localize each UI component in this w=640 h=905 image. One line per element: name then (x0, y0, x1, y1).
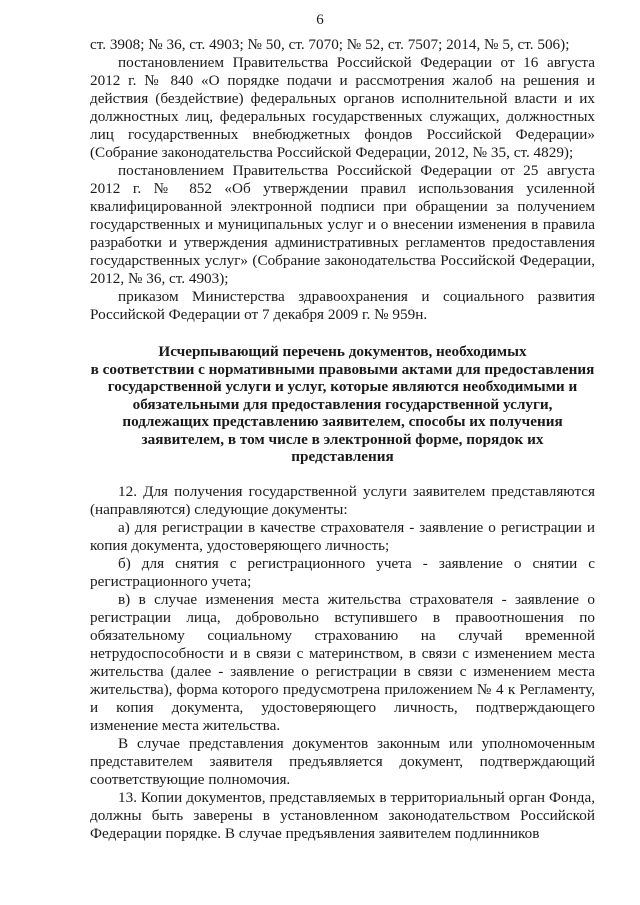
heading-line: подлежащих представлению заявителем, способы их получения (122, 413, 563, 430)
page-number: 6 (316, 12, 324, 28)
heading-line: в соответствии с нормативными правовыми актами для предоставления (90, 360, 595, 378)
heading-line: заявителем, в том числе в электронной форме, порядок их (141, 430, 544, 448)
paragraph-continuation: ст. 3908; № 36, ст. 4903; № 50, ст. 7070; № 52, ст. 7507; 2014, № 5, ст. 506); (90, 36, 570, 53)
paragraph-decree-852: постановлением Правительства Российской Федерации от 25 августа 2012 г. № 852 «Об утверждении правил использования усиленной квалифицированной электронной подписи при обращении за получением государственных и муниципальных услуг и о внесении изменения в правила разработки и утверждения административных регламентов предоставления государственных услуг» (Собрание законодательства Российской Федерации, 2012, № 36, ст. 4903); (90, 162, 595, 287)
paragraph-item-12: 12. Для получения государственной услуги заявителем представляются (направляются) следующие документы: (90, 482, 595, 518)
paragraph-decree-840: постановлением Правительства Российской Федерации от 16 августа 2012 г. № 840 «О порядке подачи и рассмотрения жалоб на решения и действия (бездействие) федеральных органов исполнительной власти и их должностных лиц, федеральных государственных служащих, должностных лиц государственных внебюджетных фондов Российской Федерации» (Собрание законодательства Российской Федерации, 2012, № 35, ст. 4829); (90, 54, 595, 161)
paragraph-item-12a: а) для регистрации в качестве страхователя - заявление о регистрации и копия документа, удостоверяющего личность; (90, 518, 595, 554)
paragraph-representative: В случае представления документов законным или уполномоченным представителем заявителя предъявляется документ, подтверждающий соответствующие полномочия. (90, 734, 595, 788)
heading-line: государственной услуги и услуг, которые являются необходимыми и (107, 378, 578, 395)
heading-line: Исчерпывающий перечень документов, необходимых (158, 343, 527, 360)
heading-line: обязательными для предоставления государственной услуги, (132, 395, 553, 413)
paragraph-item-12b: б) для снятия с регистрационного учета - заявление о снятии с регистрационного учета; (90, 554, 595, 590)
paragraph-item-12v: в) в случае изменения места жительства страхователя - заявление о регистрации лица, добровольно вступившего в правоотношения по обязательному социальному страхованию на случай временной нетрудоспособности и в связи с материнством, в связи с изменением места жительства (далее - заявление о регистрации в связи с изменением места жительства), форма которого предусмотрена приложением № 4 к Регламенту, и копия документа, удостоверяющего личность, подтверждающего изменение места жительства. (90, 590, 595, 734)
document-body (90, 36, 595, 843)
heading-line: представления (291, 448, 394, 465)
paragraph-order-959n: приказом Министерства здравоохранения и социального развития Российской Федерации от 7 декабря 2009 г. № 959н. (90, 288, 595, 323)
paragraph-item-13: 13. Копии документов, представляемых в территориальный орган Фонда, должны быть заверены в установленном законодательством Российской Федерации порядке. В случае предъявления заявителем подлинников (90, 788, 595, 842)
section-heading (90, 343, 595, 466)
